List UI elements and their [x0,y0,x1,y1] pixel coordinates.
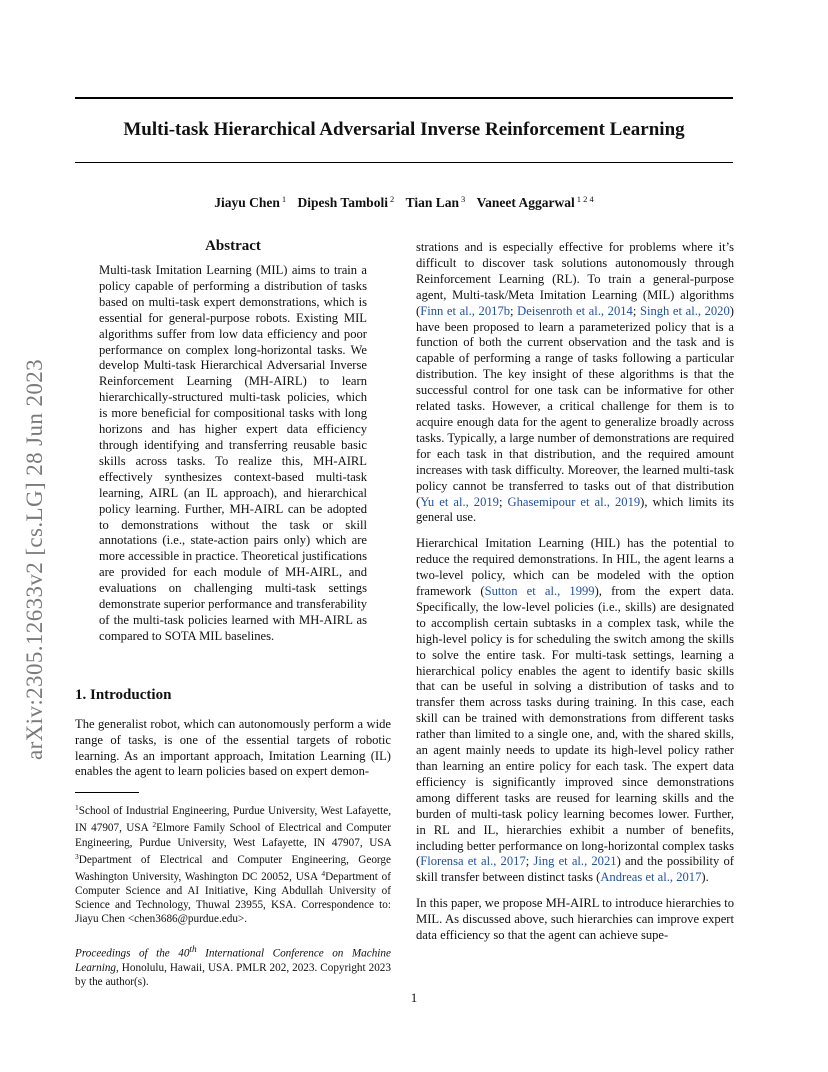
citation-link[interactable]: Finn et al., 2017b [420,303,511,318]
citation-link[interactable]: Andreas et al., 2017 [600,870,702,885]
author: Jiayu Chen $^1$ [214,194,287,210]
author-list [75,190,733,212]
citation-link[interactable]: Singh et al., 2020 [639,303,730,318]
citation-link[interactable]: Sutton et al., 1999 [484,584,595,599]
abstract-heading: Abstract [205,238,261,254]
title-rule-bottom [75,162,733,163]
author: Dipesh Tamboli $^2$ [297,194,395,210]
citation-link[interactable]: Deisenroth et al., 2014 [517,303,633,318]
citation-link[interactable]: Ghasemipour et al., 2019 [507,494,641,509]
intro-paragraph: The generalist robot, which can autonomously perform a wide range of tasks, is one of the essential targets of robotic learning. As an important approach, Imitation Learning (IL) enables the agent to learn policies based on expert demon- [75,716,391,779]
author: Vaneet Aggarwal $^{1 2 4}$ [476,194,594,210]
abstract-text: Multi-task Imitation Learning (MIL) aims to train a policy capable of performing a distribution of tasks based on multi-task expert demonstrations, which is essential for general-purpose robots. Existing MIL algorithms suffer from low data efficiency and poor performance on complex long-horizontal tasks. We develop Multi-task Hierarchical Adversarial Inverse Reinforcement Learning (MH-AIRL) to learn hierarchically-structured multi-task policies, which is more beneficial for compositional tasks with long horizons and has higher expert data efficiency through identifying and transferring reusable basic skills across tasks. To realize this, MH-AIRL effectively synthesizes context-based multi-task learning, AIRL (an IL approach), and hierarchical policy learning. Further, MH-AIRL can be adopted to demonstrations without the task or skill annotations (i.e., state-action pairs only) which are more accessible in practice. Theoretical justifications are provided for each module of MH-AIRL, and evaluations on challenging multi-task settings demonstrate superior performance and transferability of the multi-task policies learned with MH-AIRL as compared to SOTA MIL baselines. [99,263,367,643]
footnote-rule [75,792,139,793]
citation-link[interactable]: Florensa et al., 2017 [420,854,526,869]
citation-link[interactable]: Yu et al., 2019 [420,494,499,509]
section-heading-introduction: 1. Introduction [75,686,172,703]
body-paragraph: In this paper, we propose MH-AIRL to introduce hierarchies to MIL. As discussed above, such hierarchies can improve expert data efficiency so that the agent can achieve supe- [416,896,734,943]
body-paragraph: Hierarchical Imitation Learning (HIL) has the potential to reduce the required demonstrations. In HIL, the agent learns a two-level policy, which can be modeled with the option framework (Sutton et al., 1999), from the expert data. Specifically, the low-level policies (i.e., skills) are designated to accomplish certain subtasks in a complex task, while the high-level policy is for scheduling the switch among the skills to solve the entire task. For multi-task settings, learning a hierarchical policy enables the agent to identify basic skills that can be useful in solving a distribution of tasks and to transfer them across tasks during training. In this case, each skill can be trained with demonstrations from different tasks rather than limited to a single one, and, with the shared skills, an agent mainly needs to update its high-level policy rather than learning an entire policy for each task. The expert data efficiency is significantly improved since demonstrations among different tasks are reused for learning skills and the burden of multi-task policy learning becomes lower. Further, in RL and IL, hierarchies exhibit a number of benefits, including better performance on long-horizontal complex tasks (Florensa et al., 2017; Jing et al., 2021) and the possibility of skill transfer between distinct tasks (Andreas et al., 2017). [416,536,734,885]
page-number: 1 [410,990,418,1005]
proceedings-note: Proceedings of the 40th International Conference on Machine Learning, Honolulu, Hawaii, USA. PMLR 202, 2023. Copyright 2023 by the author(s). [75,945,391,989]
paper-title: Multi-task Hierarchical Adversarial Inverse Reinforcement Learning [123,119,685,140]
author: Tian Lan $^3$ [405,194,466,210]
right-column [416,240,734,944]
body-paragraph: strations and is especially effective for problems where it’s difficult to discover task solutions autonomously through Reinforcement Learning (RL). To train a general-purpose agent, Multi-task/Meta Imitation Learning (MIL) algorithms (Finn et al., 2017b; Deisenroth et al., 2014; Singh et al., 2020) have been proposed to learn a parameterized policy that is a function of both the current observation and the task and is capable of performing a range of tasks following a particular distribution. The key insight of these algorithms is that the successful control for one task can be informative for other related tasks. However, a critical challenge for them is to acquire enough data for the agent to generalize broadly across tasks. Typically, a large number of demonstrations are required for each task in that distribution, and the required amount increases with task difficulty. Moreover, the learned multi-task policy cannot be transferred to tasks out of that distribution (Yu et al., 2019; Ghasemipour et al., 2019), which limits its general use. [416,240,734,525]
title-rule-top [75,97,733,99]
affiliations-footnote: $^1$School of Industrial Engineering, Purdue University, West Lafayette, IN 47907, USA $^2$Elmore Family School of Electrical and Computer Engineering, Purdue University, West Lafayette, IN 47907, USA $^3$Department of Electrical and Computer Engineering, George Washington University, Washington DC 20052, USA $^4$Department of Computer Science and AI Initiative, King Abdullah University of Science and Technology, Thuwal 23955, KSA. Correspondence to: Jiayu Chen <chen3686@purdue.edu>. [75,803,392,926]
left-column [75,236,391,989]
citation-link[interactable]: Jing et al., 2021 [533,854,617,869]
arxiv-identifier: arXiv:2305.12633v2 [cs.LG] 28 Jun 2023 [22,358,47,760]
